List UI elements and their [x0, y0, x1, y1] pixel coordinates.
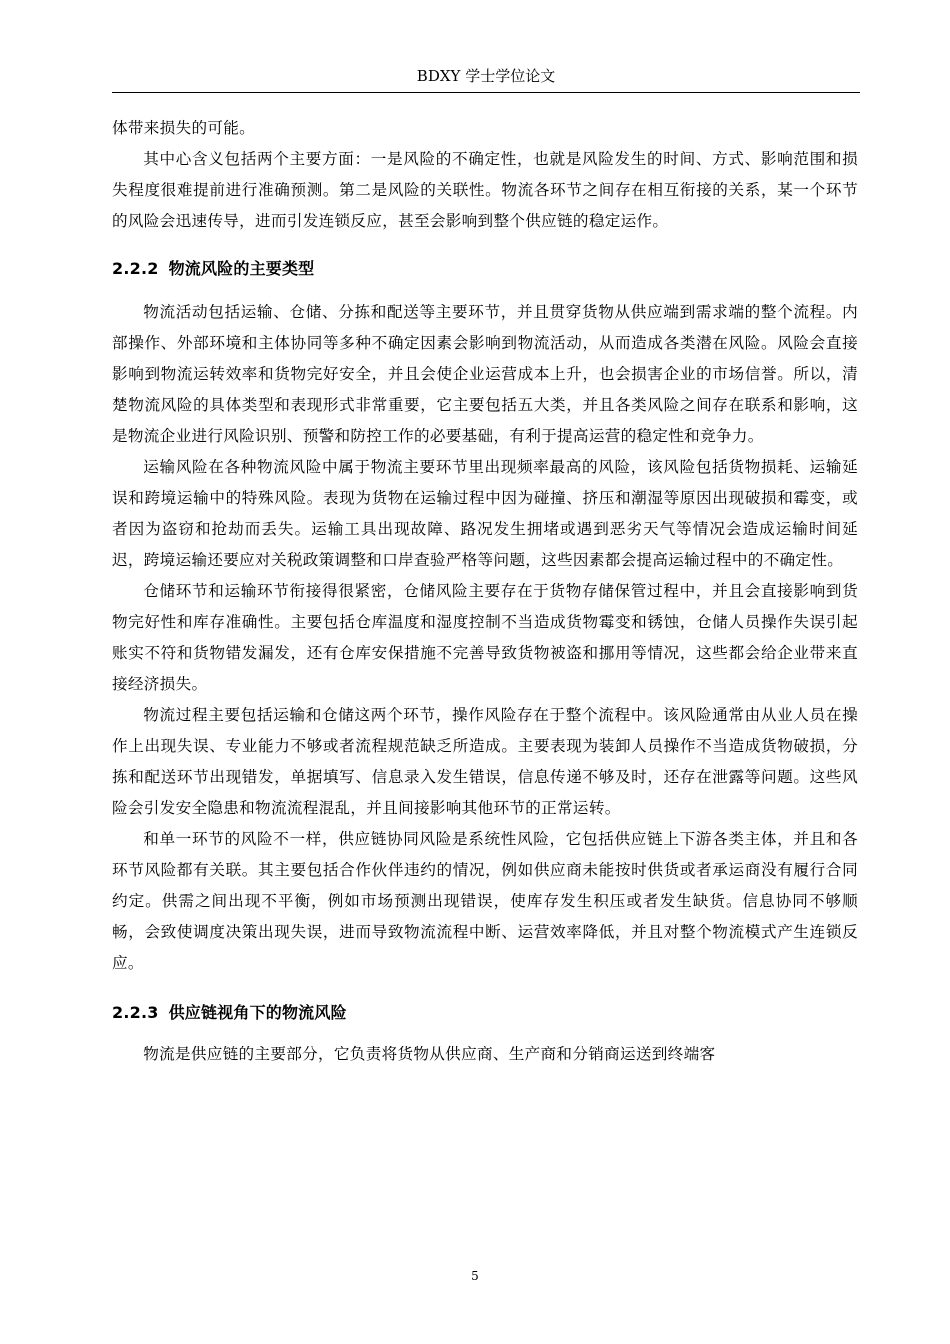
page-header — [112, 66, 860, 93]
paragraph-transport-risk: 运输风险在各种物流风险中属于物流主要环节里出现频率最高的风险，该风险包括货物损耗、运输延误和跨境运输中的特殊风险。表现为货物在运输过程中因为碰撞、挤压和潮湿等原因出现破损和霉变，或者因为盗窃和抢劫而丢失。运输工具出现故障、路况发生拥堵或遇到恶劣天气等情况会造成运输时间延迟，跨境运输还要应对关税政策调整和口岸查验严格等问题，这些因素都会提高运输过程中的不确定性。 — [112, 458, 858, 569]
paragraph-supply-chain-view: 物流是供应链的主要部分，它负责将货物从供应商、生产商和分销商运送到终端客 — [143, 1045, 716, 1063]
header-title: BDXY 学士学位论文 — [416, 67, 556, 85]
section-heading-2-2-2 — [112, 259, 858, 279]
paragraph-continued: 体带来损失的可能。 — [112, 119, 256, 137]
section-title: 供应链视角下的物流风险 — [168, 1003, 347, 1022]
section-number: 2.2.2 — [112, 259, 159, 278]
paragraph-risk-meaning: 其中心含义包括两个主要方面：一是风险的不确定性，也就是风险发生的时间、方式、影响范围和损失程度很难提前进行准确预测。第二是风险的关联性。物流各环节之间存在相互衔接的关系，某一个环节的风险会迅速传导，进而引发连锁反应，甚至会影响到整个供应链的稳定运作。 — [112, 150, 858, 230]
section-number: 2.2.3 — [112, 1003, 159, 1022]
section-heading-2-2-3 — [112, 1003, 858, 1023]
section-title: 物流风险的主要类型 — [168, 259, 315, 278]
paragraph-operation-risk: 物流过程主要包括运输和仓储这两个环节，操作风险存在于整个流程中。该风险通常由从业人员在操作上出现失误、专业能力不够或者流程规范缺乏所造成。主要表现为装卸人员操作不当造成货物破损，分拣和配送环节出现错发，单据填写、信息录入发生错误，信息传递不够及时，还存在泄露等问题。这些风险会引发安全隐患和物流流程混乱，并且间接影响其他环节的正常运转。 — [112, 706, 858, 817]
page-number: 5 — [471, 1269, 479, 1283]
document-body — [112, 113, 858, 1070]
paragraph-logistics-activities: 物流活动包括运输、仓储、分拣和配送等主要环节，并且贯穿货物从供应端到需求端的整个流程。内部操作、外部环境和主体协同等多种不确定因素会影响到物流活动，从而造成各类潜在风险。风险会直接影响到物流运转效率和货物完好安全，并且会使企业运营成本上升，也会损害企业的市场信誉。所以，清楚物流风险的具体类型和表现形式非常重要，它主要包括五大类，并且各类风险之间存在联系和影响，这是物流企业进行风险识别、预警和防控工作的必要基础，有利于提高运营的稳定性和竞争力。 — [112, 303, 858, 445]
paragraph-storage-risk: 仓储环节和运输环节衔接得很紧密，仓储风险主要存在于货物存储保管过程中，并且会直接影响到货物完好性和库存准确性。主要包括仓库温度和湿度控制不当造成货物霉变和锈蚀，仓储人员操作失误引起账实不符和货物错发漏发，还有仓库安保措施不完善导致货物被盗和挪用等情况，这些都会给企业带来直接经济损失。 — [112, 582, 858, 693]
paragraph-supply-chain-risk: 和单一环节的风险不一样，供应链协同风险是系统性风险，它包括供应链上下游各类主体，并且和各环节风险都有关联。其主要包括合作伙伴违约的情况，例如供应商未能按时供货或者承运商没有履行合同约定。供需之间出现不平衡，例如市场预测出现错误，使库存发生积压或者发生缺货。信息协同不够顺畅，会致使调度决策出现失误，进而导致物流流程中断、运营效率降低，并且对整个物流模式产生连锁反应。 — [112, 830, 858, 972]
